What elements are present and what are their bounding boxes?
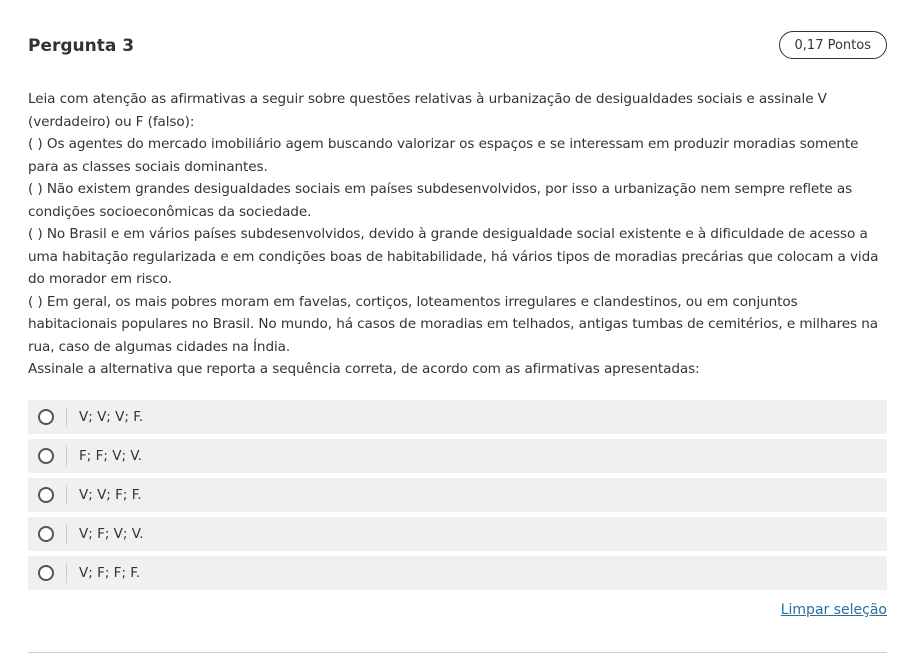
statement-item-2: ( ) Não existem grandes desigualdades sociais em países subdesenvolvidos, por isso a urbanização nem sempre reflete as condições socioeconômicas da sociedade. [28,181,853,220]
statement-item-1: ( ) Os agentes do mercado imobiliário agem buscando valorizar os espaços e se interessam em produzir moradias somente para as classes sociais dominantes. [28,136,859,175]
answer-option-label: V; F; F; F. [79,565,141,581]
radio-unchecked-icon[interactable] [38,487,54,503]
answer-option-c[interactable] [28,478,887,512]
answer-option-a[interactable] [28,400,887,434]
statement-intro: Leia com atenção as afirmativas a seguir sobre questões relativas à urbanização de desigualdades sociais e assinale V (verdadeiro) ou F (falso): [28,91,827,130]
option-divider [66,446,67,466]
answer-option-label: F; F; V; V. [79,448,143,464]
radio-unchecked-icon[interactable] [38,448,54,464]
answer-option-label: V; V; F; F. [79,487,142,503]
option-divider [66,407,67,427]
points-badge: 0,17 Pontos [779,31,887,59]
question-statement [28,88,887,381]
clear-selection-link[interactable]: Limpar seleção [780,602,887,618]
radio-unchecked-icon[interactable] [38,526,54,542]
answer-option-label: V; F; V; V. [79,526,144,542]
answer-options [28,400,887,595]
answer-option-b[interactable] [28,439,887,473]
question-title: Pergunta 3 [28,36,135,56]
option-divider [66,485,67,505]
statement-item-4: ( ) Em geral, os mais pobres moram em favelas, cortiços, loteamentos irregulares e clandestinos, ou em conjuntos habitacionais populares no Brasil. No mundo, há casos de moradias em telhados, antigas tumbas de cemitérios, e milhares na rua, caso de algumas cidades na Índia. [28,293,878,355]
radio-unchecked-icon[interactable] [38,565,54,581]
statement-instruction: Assinale a alternativa que reporta a sequência correta, de acordo com as afirmativas apresentadas: [28,361,700,377]
option-divider [66,524,67,544]
statement-item-3: ( ) No Brasil e em vários países subdesenvolvidos, devido à grande desigualdade social existente e à dificuldade de acesso a uma habitação regularizada e em condições boas de habitabilidade, há vários tipos de moradias precárias que colocam a vida do morador em risco. [28,226,879,287]
radio-unchecked-icon[interactable] [38,409,54,425]
answer-option-d[interactable] [28,517,887,551]
answer-option-label: V; V; V; F. [79,409,144,425]
bottom-divider [28,652,887,653]
question-header [28,30,887,62]
option-divider [66,563,67,583]
answer-option-e[interactable] [28,556,887,590]
